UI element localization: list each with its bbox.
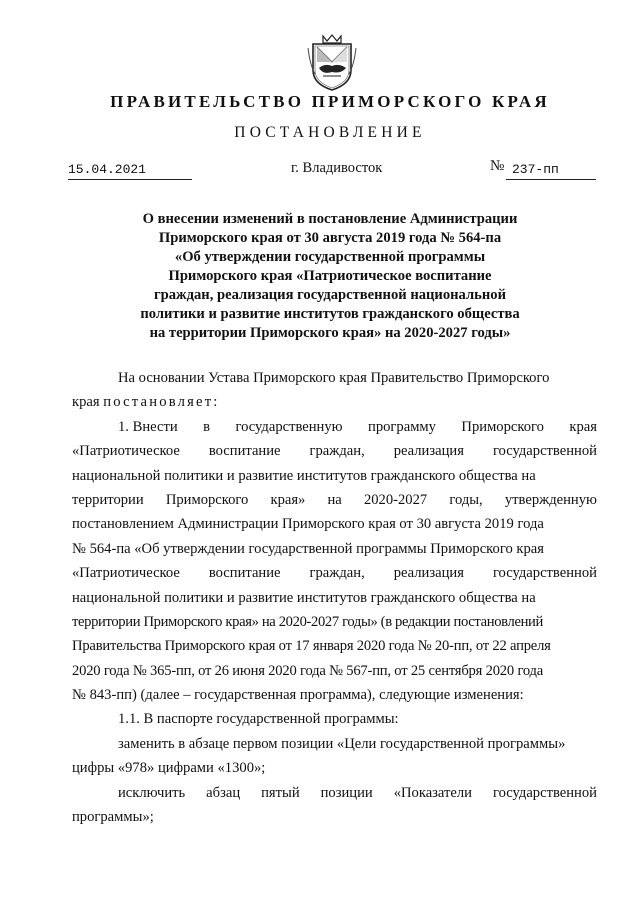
body-word: государственной — [492, 443, 597, 460]
body-line — [72, 561, 597, 585]
organization-name: ПРАВИТЕЛЬСТВО ПРИМОРСКОГО КРАЯ — [110, 92, 550, 111]
body-line: цифры «978» цифрами «1300»; — [72, 760, 266, 777]
body-line — [72, 390, 597, 414]
body-word: государственной — [492, 565, 597, 582]
body-word: «Патриотическое — [72, 565, 180, 582]
body-line: программы»; — [72, 809, 154, 826]
body-line: 2020 года № 365-пп, от 26 июня 2020 года № 567-пп, от 25 сентября 2020 года — [72, 662, 544, 679]
body-word: годы, — [449, 491, 483, 508]
body-word: позиции — [320, 784, 373, 801]
body-word: государственной — [492, 784, 597, 801]
body-word: территории — [72, 491, 144, 508]
body-text: края — [72, 394, 100, 411]
body-word: «Патриотическое — [72, 443, 180, 460]
document-meta-row — [0, 158, 640, 184]
body-line: заменить в абзаце первом позиции «Цели государственной программы» — [118, 735, 566, 752]
body-word: граждан, — [309, 443, 365, 460]
body-word: государственную — [235, 418, 343, 435]
title-line: Приморского края от 30 августа 2019 года № 564-па — [158, 230, 502, 246]
body-word: на — [327, 491, 342, 508]
document-type: ПОСТАНОВЛЕНИЕ — [234, 124, 426, 141]
title-line: О внесении изменений в постановление Администрации — [142, 211, 518, 227]
body-word: «Показатели — [393, 784, 472, 801]
document-body — [72, 366, 597, 829]
body-word: реализация — [393, 565, 464, 582]
date-underline — [68, 179, 192, 180]
title-line: «Об утверждении государственной программы — [174, 249, 486, 265]
document-date: 15.04.2021 — [68, 162, 147, 177]
body-word: программу — [368, 418, 436, 435]
body-word: пятый — [261, 784, 300, 801]
document-number: 237-пп — [512, 162, 559, 177]
title-line: политики и развитие институтов гражданского общества — [140, 306, 520, 322]
body-line — [72, 415, 597, 439]
body-line: территории Приморского края» на 2020-2027 годы» (в редакции постановлений — [72, 613, 543, 630]
body-word: 2020-2027 — [363, 491, 428, 508]
body-word: воспитание — [208, 443, 281, 460]
document-city: г. Владивосток — [291, 160, 383, 176]
body-word: исключить — [118, 784, 186, 801]
body-word: края — [569, 418, 597, 435]
body-word: граждан, — [309, 565, 365, 582]
body-text: постановляет: — [103, 394, 220, 411]
number-sign: № — [490, 158, 505, 174]
title-line: на территории Приморского края» на 2020-2027 годы» — [149, 325, 511, 341]
body-word: реализация — [393, 443, 464, 460]
body-line: национальной политики и развитие институтов гражданского общества на — [72, 589, 536, 606]
body-word: Приморского — [461, 418, 544, 435]
title-line: Приморского края «Патриотическое воспитание — [168, 268, 492, 284]
number-underline — [506, 179, 596, 180]
body-line: 1.1. В паспорте государственной программы: — [118, 711, 399, 728]
title-line: граждан, реализация государственной национальной — [153, 287, 506, 303]
body-line: № 843-пп) (далее – государственная программа), следующие изменения: — [72, 687, 524, 704]
body-word: воспитание — [208, 565, 281, 582]
body-word: края» — [270, 491, 306, 508]
body-word: Приморского — [165, 491, 249, 508]
body-line: постановлением Администрации Приморского края от 30 августа 2019 года — [72, 516, 544, 533]
body-line — [72, 488, 597, 512]
body-word: утвержденную — [504, 491, 597, 508]
body-line — [72, 439, 597, 463]
body-line: национальной политики и развитие институтов гражданского общества на — [72, 467, 536, 484]
body-line: Правительства Приморского края от 17 января 2020 года № 20-пп, от 22 апреля — [72, 638, 551, 655]
body-line: № 564-па «Об утверждении государственной программы Приморского края — [72, 540, 544, 557]
body-word: абзац — [206, 784, 241, 801]
body-word: в — [203, 418, 211, 435]
body-line — [72, 781, 597, 805]
body-line: На основании Устава Приморского края Правительство Приморского — [118, 370, 550, 386]
document-title — [115, 210, 545, 343]
body-word: 1. Внести — [118, 418, 178, 435]
coat-of-arms-icon — [305, 30, 359, 92]
